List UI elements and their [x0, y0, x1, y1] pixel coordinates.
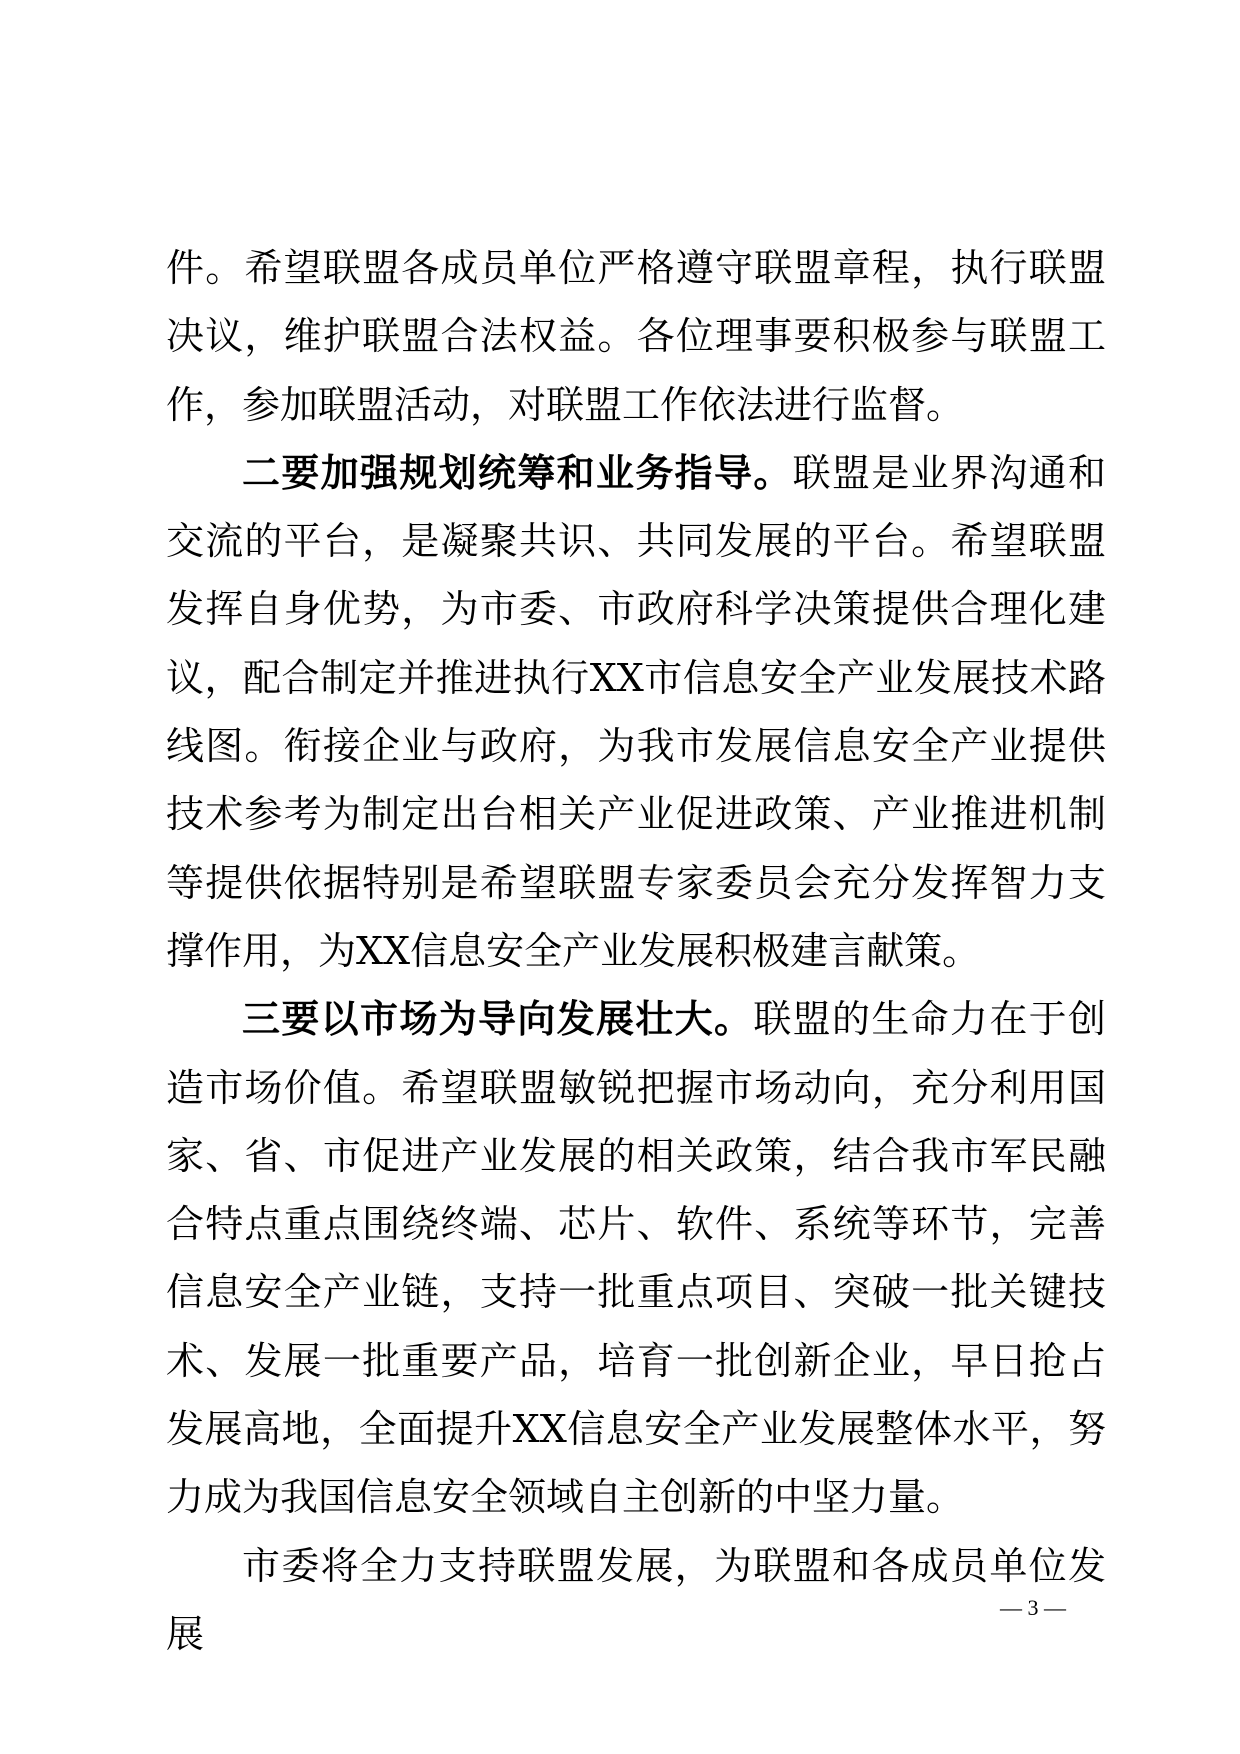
paragraph-2 [166, 439, 1106, 985]
paragraph-4: 市委将全力支持联盟发展，为联盟和各成员单位发展 [166, 1543, 1106, 1656]
paragraph-1: 件。希望联盟各成员单位严格遵守联盟章程，执行联盟决议，维护联盟合法权益。各位理事要积极参与联盟工作，参加联盟活动，对联盟工作依法进行监督。 [166, 246, 1106, 427]
body-text [166, 234, 1106, 1668]
paragraph-3 [166, 985, 1106, 1531]
paragraph-3-heading: 三要以市场为导向发展壮大。 [242, 996, 754, 1042]
paragraph-2-body: 联盟是业界沟通和交流的平台，是凝聚共识、共同发展的平台。希望联盟发挥自身优势，为市委、市政府科学决策提供合理化建议，配合制定并推进执行XX市信息安全产业发展技术路线图。衔接企业与政府，为我市发展信息安全产业提供技术参考为制定出台相关产业促进政策、产业推进机制等提供依据特别是希望联盟专家委员会充分发挥智力支撑作用，为XX信息安全产业发展积极建言献策。 [166, 450, 1106, 973]
page-number: — 3 — [1000, 1595, 1066, 1620]
paragraph-3-body: 联盟的生命力在于创造市场价值。希望联盟敏锐把握市场动向，充分利用国家、省、市促进产业发展的相关政策，结合我市军民融合特点重点围绕终端、芯片、软件、系统等环节，完善信息安全产业链，支持一批重点项目、突破一批关键技术、发展一批重要产品，培育一批创新企业，早日抢占发展高地，全面提升XX信息安全产业发展整体水平，努力成为我国信息安全领域自主创新的中坚力量。 [166, 997, 1106, 1520]
paragraph-2-heading: 二要加强规划统筹和业务指导。 [242, 449, 793, 495]
